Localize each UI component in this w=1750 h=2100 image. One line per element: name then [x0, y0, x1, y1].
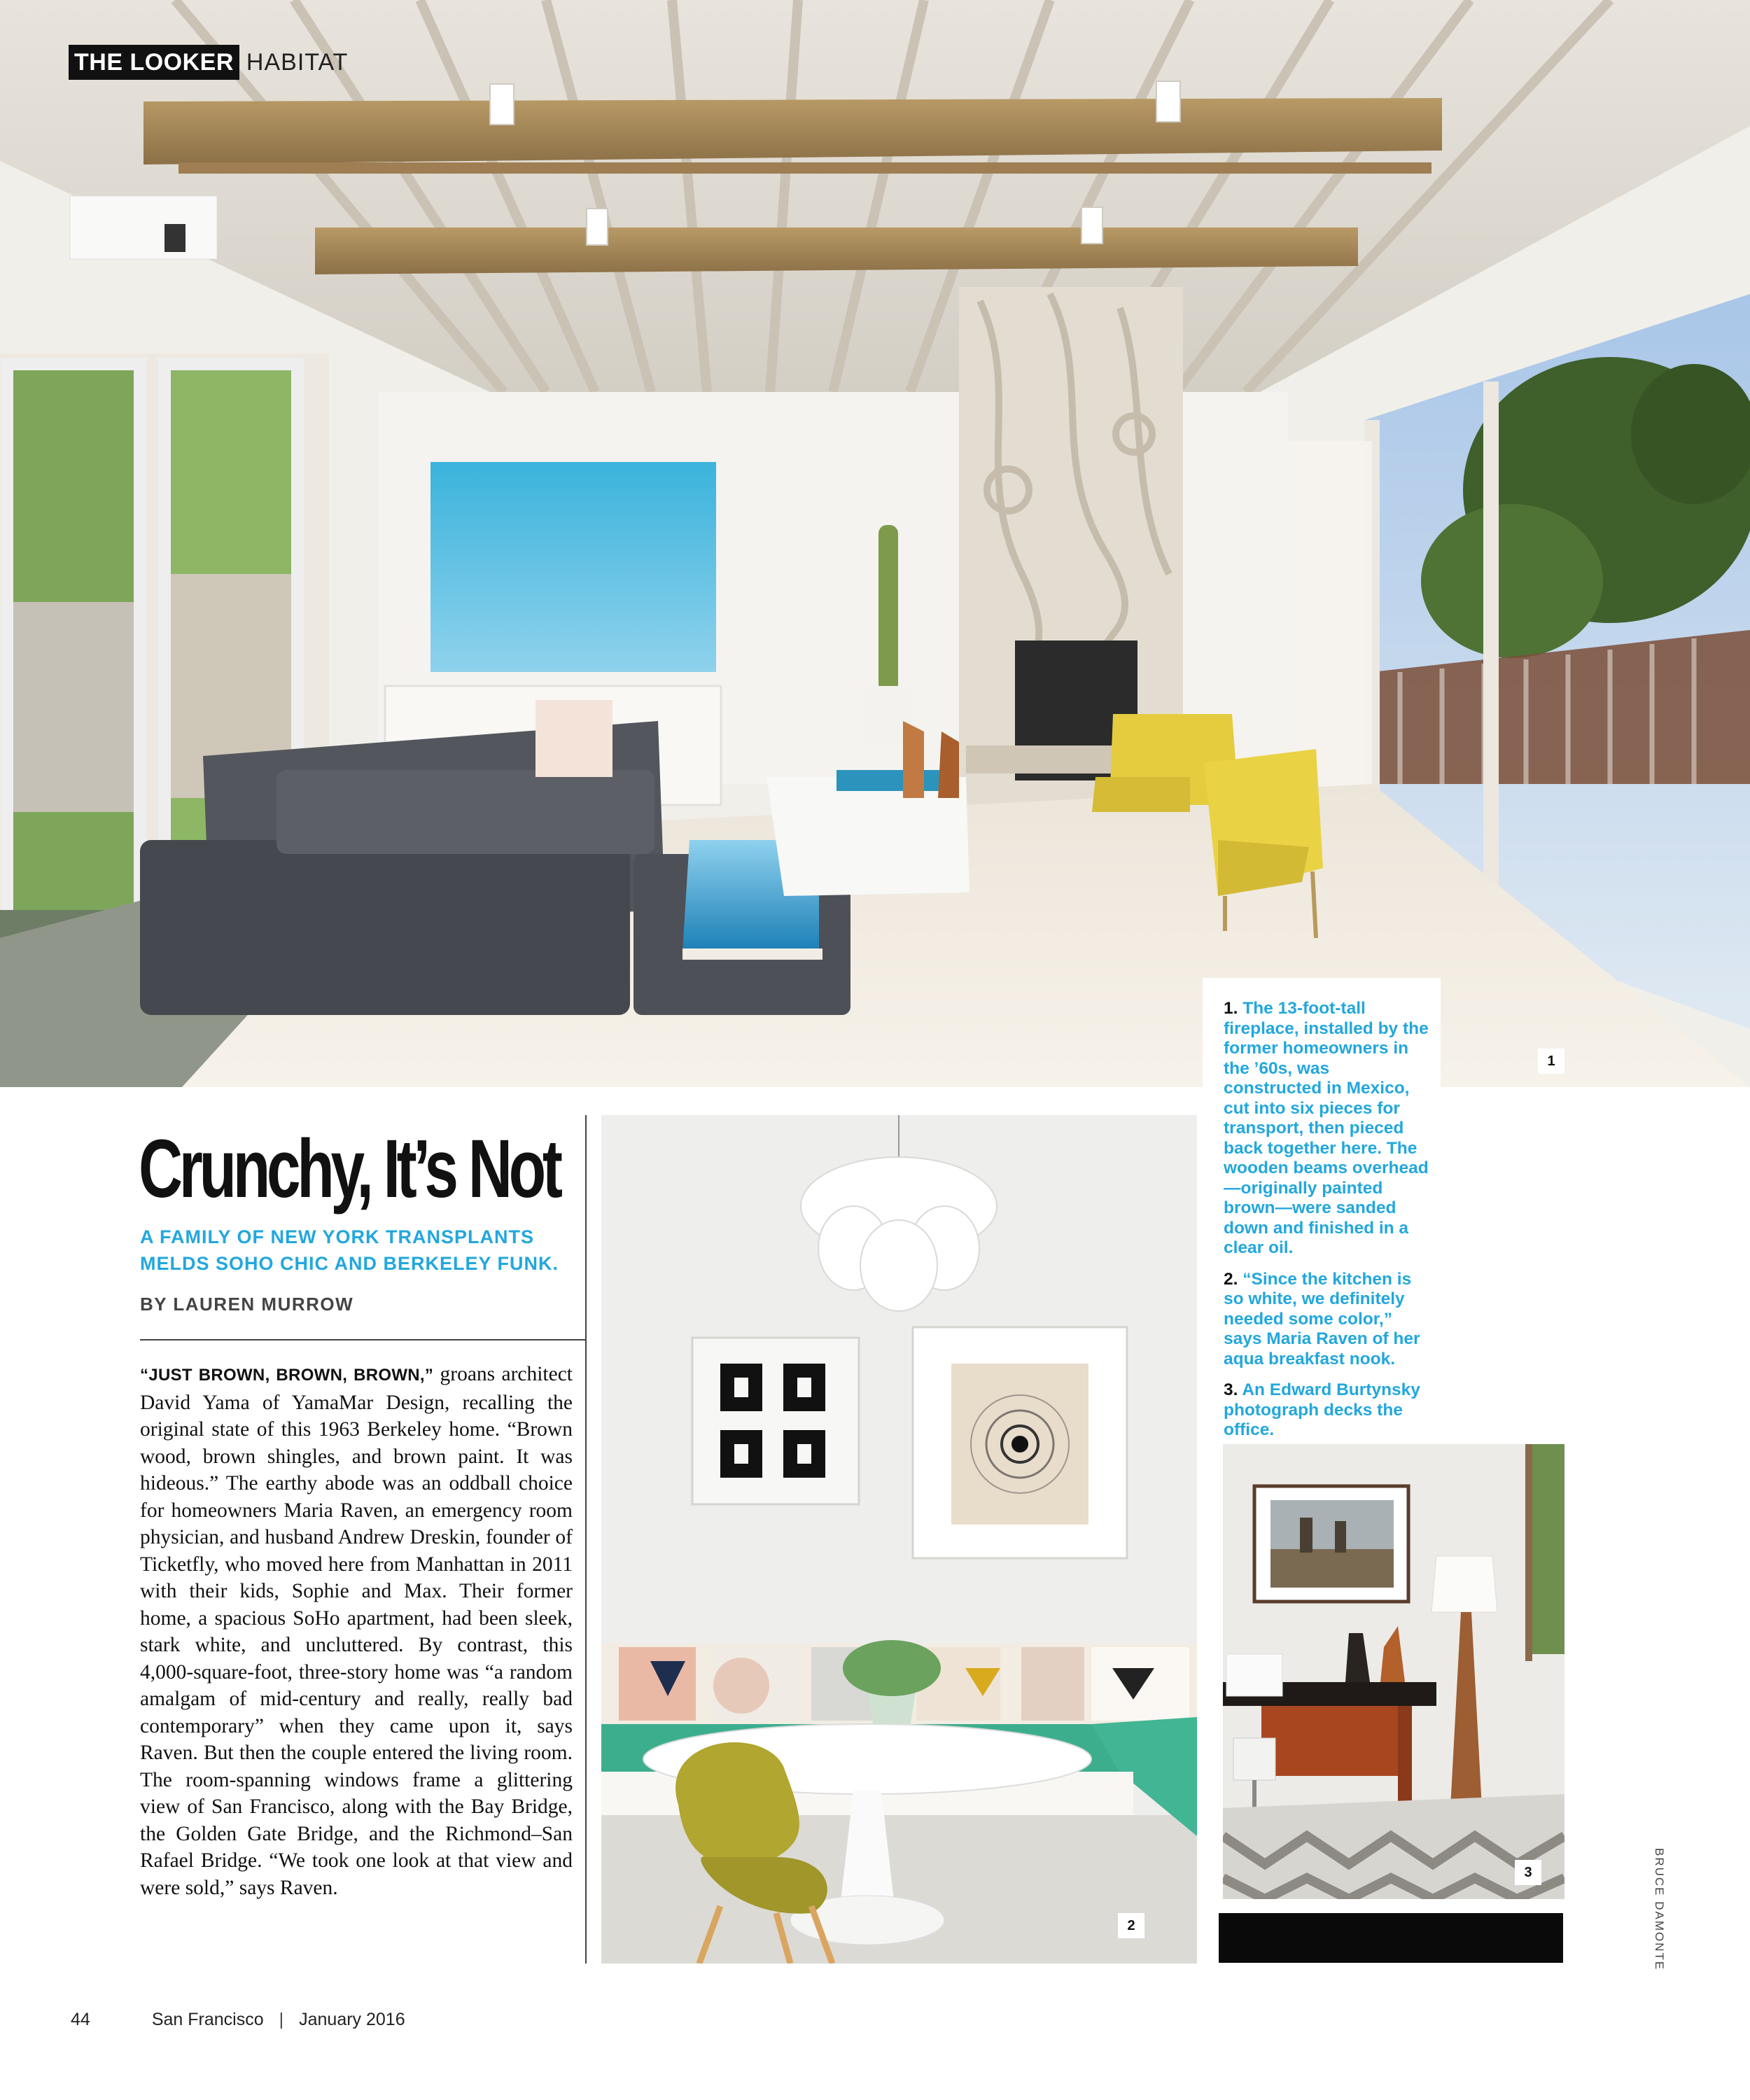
magazine-name: San Francisco	[151, 2010, 264, 2029]
issue-date: January 2016	[299, 2010, 405, 2029]
photo-number-1: 1	[1538, 1049, 1564, 1074]
caption-number: 3.	[1224, 1380, 1238, 1399]
divider-vertical	[585, 1115, 587, 1963]
captions-box	[1203, 978, 1441, 1454]
article-byline: BY LAUREN MURROW	[140, 1294, 354, 1315]
caption-text: An Edward Burtynsky photograph decks the office.	[1224, 1380, 1420, 1439]
subsection-label: HABITAT	[246, 48, 349, 76]
photo-breakfast-nook	[601, 1115, 1197, 1963]
article-lead-in: “JUST BROWN, BROWN, BROWN,”	[140, 1366, 434, 1385]
caption-3	[1224, 1380, 1432, 1441]
photo-credit: BRUCE DAMONTE	[1653, 1848, 1666, 1971]
photo-number-3: 3	[1515, 1860, 1541, 1885]
article-body-text: groans architect David Yama of YamaMar Design, recalling the original state of this 1963 Berkeley home. “Brown wood, brown shingles, and brown paint. It was hideous.” The earthy abode was an oddball choice for homeowners Maria Raven, an emergency room physician, and husband Andrew Dreskin, founder of Ticketfly, who moved here from Manhattan in 2011 with their kids, Sophie and Max. Their former home, a spacious SoHo apartment, had been sleek, stark white, and uncluttered. By contrast, this 4,000-square-foot, three-story home was “a random amalgam of mid-century and really, really bad contemporary” when they came upon it, says Raven. But then the couple entered the living room. The room-spanning windows frame a glittering view of San Francisco, along with the Bay Bridge, the Golden Gate Bridge, and the Richmond–San Rafael Bridge. “We took one look at that view and were sold,” says Raven.	[140, 1363, 573, 1899]
article-body	[140, 1361, 573, 1901]
divider-horizontal	[140, 1339, 587, 1340]
section-label: THE LOOKER	[69, 45, 239, 80]
caption-1	[1224, 999, 1432, 1259]
page-number: 44	[71, 2010, 90, 2029]
photo-number-2: 2	[1118, 1913, 1144, 1938]
caption-number: 2.	[1224, 1269, 1238, 1289]
caption-text: “Since the kitchen is so white, we definitely needed some color,” says Maria Raven of her aqua breakfast nook.	[1224, 1269, 1420, 1368]
caption-text: The 13-foot-tall fireplace, installed by the former homeowners in the ’60s, was constructed in Mexico, cut into six pieces for transport, then pieced back together here. The wooden beams overhead—originally painted brown—were sanded down and finished in a clear oil.	[1224, 999, 1429, 1257]
caption-2	[1224, 1270, 1432, 1370]
section-header	[69, 45, 348, 80]
article-headline: Crunchy, It’s Not	[139, 1123, 559, 1215]
footer-separator: |	[279, 2010, 284, 2029]
black-bar	[1219, 1913, 1563, 1963]
article-dek: A FAMILY OF NEW YORK TRANSPLANTS MELDS SOHO CHIC AND BERKELEY FUNK.	[140, 1226, 559, 1274]
caption-number: 1.	[1224, 999, 1238, 1018]
page-footer	[71, 2010, 405, 2030]
photo-office	[1223, 1444, 1564, 1899]
